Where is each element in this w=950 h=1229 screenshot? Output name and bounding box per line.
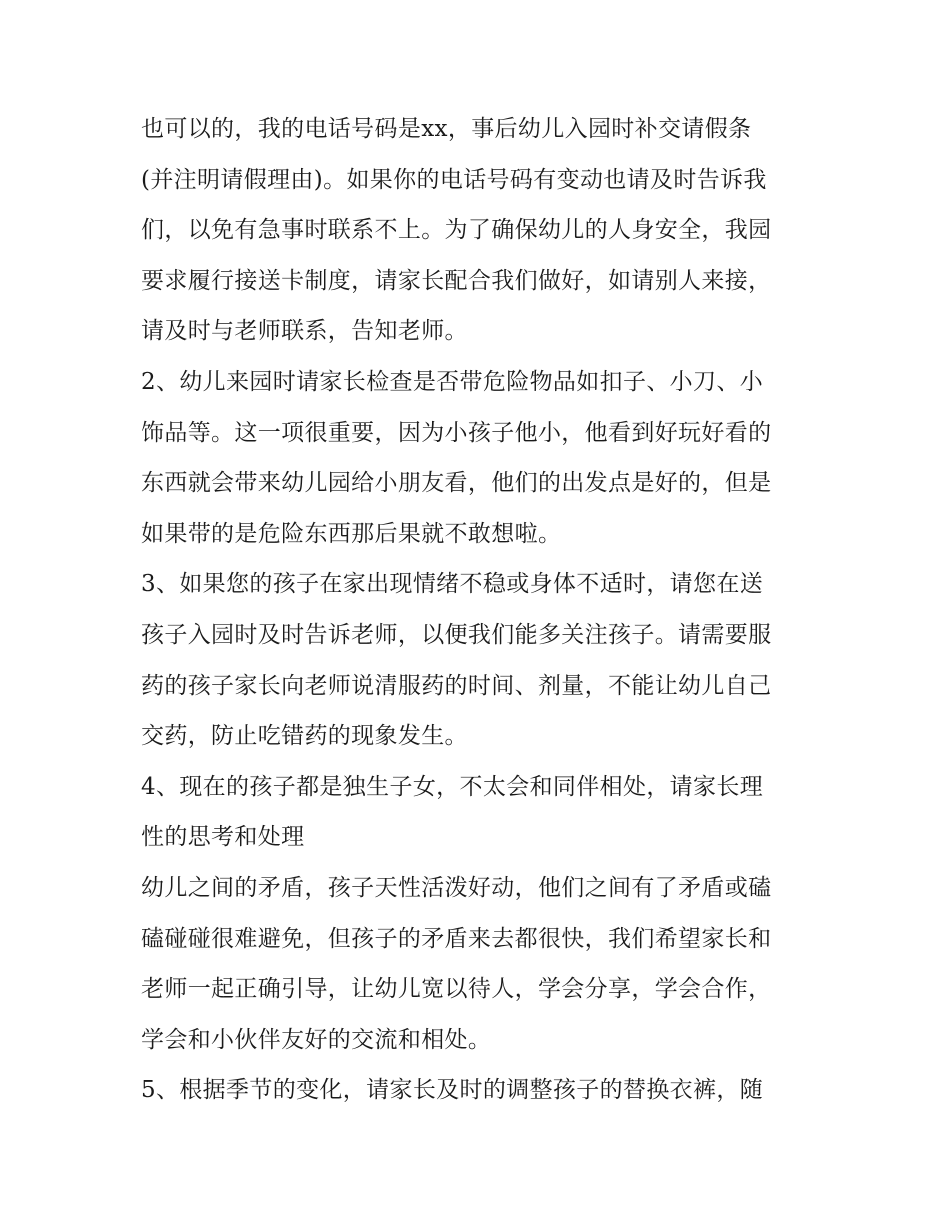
text-line: 也可以的，我的电话号码是xx，事后幼儿入园时补交请假条 bbox=[141, 116, 752, 142]
text-line: 性的思考和处理 bbox=[141, 824, 305, 851]
text-line: 学会和小伙伴友好的交流和相处。 bbox=[141, 1026, 492, 1053]
text-line: 要求履行接送卡制度，请家长配合我们做好，如请别人来接， bbox=[141, 267, 772, 294]
text-line: 孩子入园时及时告诉老师，以便我们能多关注孩子。请需要服 bbox=[141, 621, 772, 648]
text-line: 药的孩子家长向老师说清服药的时间、剂量，不能让幼儿自己 bbox=[141, 672, 772, 699]
text-line: 东西就会带来幼儿园给小朋友看，他们的出发点是好的，但是 bbox=[141, 470, 772, 497]
text-line: 幼儿之间的矛盾，孩子天性活泼好动，他们之间有了矛盾或磕 bbox=[141, 874, 772, 901]
text-line: 如果带的是危险东西那后果就不敢想啦。 bbox=[141, 520, 562, 547]
text-line: 4、现在的孩子都是独生子女，不太会和同伴相处，请家长理 bbox=[141, 773, 764, 800]
text-line: 请及时与老师联系，告知老师。 bbox=[141, 318, 468, 345]
text-line: 老师一起正确引导，让幼儿宽以待人，学会分享，学会合作， bbox=[141, 976, 772, 1003]
text-line: 5、根据季节的变化，请家长及时的调整孩子的替换衣裤，随 bbox=[141, 1077, 764, 1104]
text-line: 2、幼儿来园时请家长检查是否带危险物品如扣子、小刀、小 bbox=[141, 368, 764, 395]
text-line: (并注明请假理由)。如果你的电话号码有变动也请及时告诉我 bbox=[141, 166, 767, 193]
text-line: 饰品等。这一项很重要，因为小孩子他小，他看到好玩好看的 bbox=[141, 419, 772, 446]
text-line: 们，以免有急事时联系不上。为了确保幼儿的人身安全，我园 bbox=[141, 217, 772, 244]
text-line: 3、如果您的孩子在家出现情绪不稳或身体不适时，请您在送 bbox=[141, 571, 764, 598]
text-line: 磕碰碰很难避免，但孩子的矛盾来去都很快，我们希望家长和 bbox=[141, 925, 772, 952]
text-line: 交药，防止吃错药的现象发生。 bbox=[141, 723, 468, 750]
document-body bbox=[141, 104, 831, 1116]
